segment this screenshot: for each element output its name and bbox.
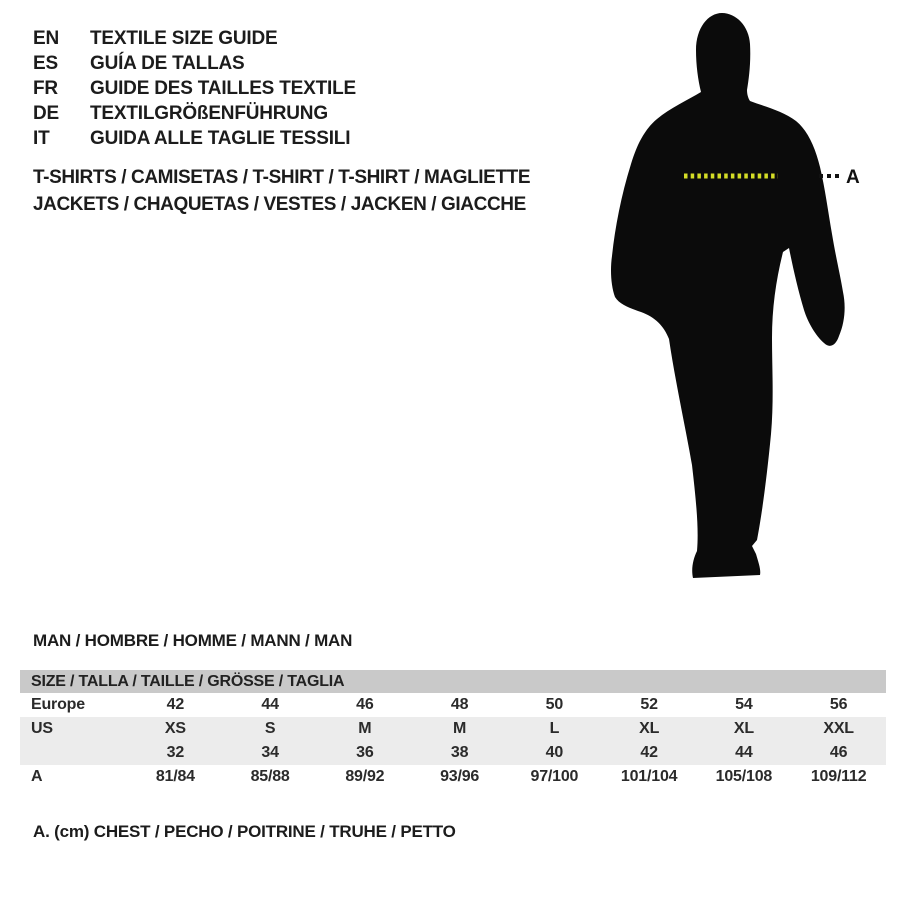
cell: 105/108: [715, 768, 773, 785]
man-silhouette-figure: [608, 8, 868, 593]
cell: 44: [261, 696, 279, 713]
row-label: US: [31, 720, 53, 737]
size-table-header: SIZE / TALLA / TAILLE / GRÖSSE / TAGLIA: [20, 670, 886, 693]
language-row-de: [33, 101, 356, 126]
cell: 89/92: [345, 768, 385, 785]
cell: 50: [545, 696, 564, 713]
category-line-jackets: JACKETS / CHAQUETAS / VESTES / JACKEN / GIACCHE: [33, 194, 526, 215]
language-code: ES: [33, 53, 58, 74]
table-row-europe: [20, 693, 886, 717]
row-label: A: [31, 768, 43, 785]
language-code: FR: [33, 78, 58, 99]
cell: 42: [166, 696, 185, 713]
table-row-chest-a: [20, 765, 886, 789]
cell: M: [358, 720, 372, 737]
man-silhouette: [611, 13, 845, 578]
cell: 34: [261, 744, 279, 761]
language-row-en: [33, 26, 356, 51]
language-code: EN: [33, 28, 59, 49]
category-line-tshirts: T-SHIRTS / CAMISETAS / T-SHIRT / T-SHIRT / MAGLIETTE: [33, 167, 531, 188]
cell: L: [549, 720, 560, 737]
cell: S: [264, 720, 276, 737]
measurement-footnote: A. (cm) CHEST / PECHO / POITRINE / TRUHE / PETTO: [33, 822, 456, 841]
cell: 42: [640, 744, 658, 761]
language-label: GUIDE DES TAILLES TEXTILE: [90, 78, 356, 99]
cell: 54: [735, 696, 753, 713]
cell: 44: [735, 744, 753, 761]
language-row-it: [33, 126, 356, 151]
language-label: TEXTILGRÖßENFÜHRUNG: [90, 103, 328, 124]
cell: 56: [829, 696, 848, 713]
measure-label-a: A: [846, 167, 860, 188]
cell: 81/84: [155, 768, 195, 785]
cell: XL: [639, 720, 660, 737]
language-label: GUIDA ALLE TAGLIE TESSILI: [90, 128, 351, 149]
cell: 36: [356, 744, 374, 761]
language-label: TEXTILE SIZE GUIDE: [90, 28, 278, 49]
cell: 52: [640, 696, 658, 713]
table-row-us-numeric: [20, 741, 886, 765]
language-code: DE: [33, 103, 59, 124]
cell: 97/100: [530, 768, 579, 785]
row-label: Europe: [31, 696, 85, 713]
cell: 101/104: [620, 768, 678, 785]
category-list: [33, 164, 608, 218]
cell: 48: [450, 696, 469, 713]
language-code: IT: [33, 128, 50, 149]
cell: 109/112: [810, 768, 867, 785]
row-label: [20, 741, 128, 765]
language-label: GUÍA DE TALLAS: [90, 53, 245, 74]
cell: 38: [450, 744, 469, 761]
cell: XXL: [823, 720, 854, 737]
language-row-es: [33, 51, 356, 76]
cell: 85/88: [250, 768, 290, 785]
cell: 46: [829, 744, 848, 761]
cell: M: [453, 720, 467, 737]
language-list: [33, 26, 356, 151]
size-table: [20, 670, 886, 789]
cell: 32: [166, 744, 185, 761]
table-row-us: [20, 717, 886, 741]
cell: 40: [545, 744, 564, 761]
cell: 46: [356, 696, 374, 713]
cell: 93/96: [440, 768, 480, 785]
cell: XL: [733, 720, 754, 737]
cell: XS: [164, 720, 186, 737]
language-row-fr: [33, 76, 356, 101]
section-title-man: MAN / HOMBRE / HOMME / MANN / MAN: [33, 631, 353, 650]
